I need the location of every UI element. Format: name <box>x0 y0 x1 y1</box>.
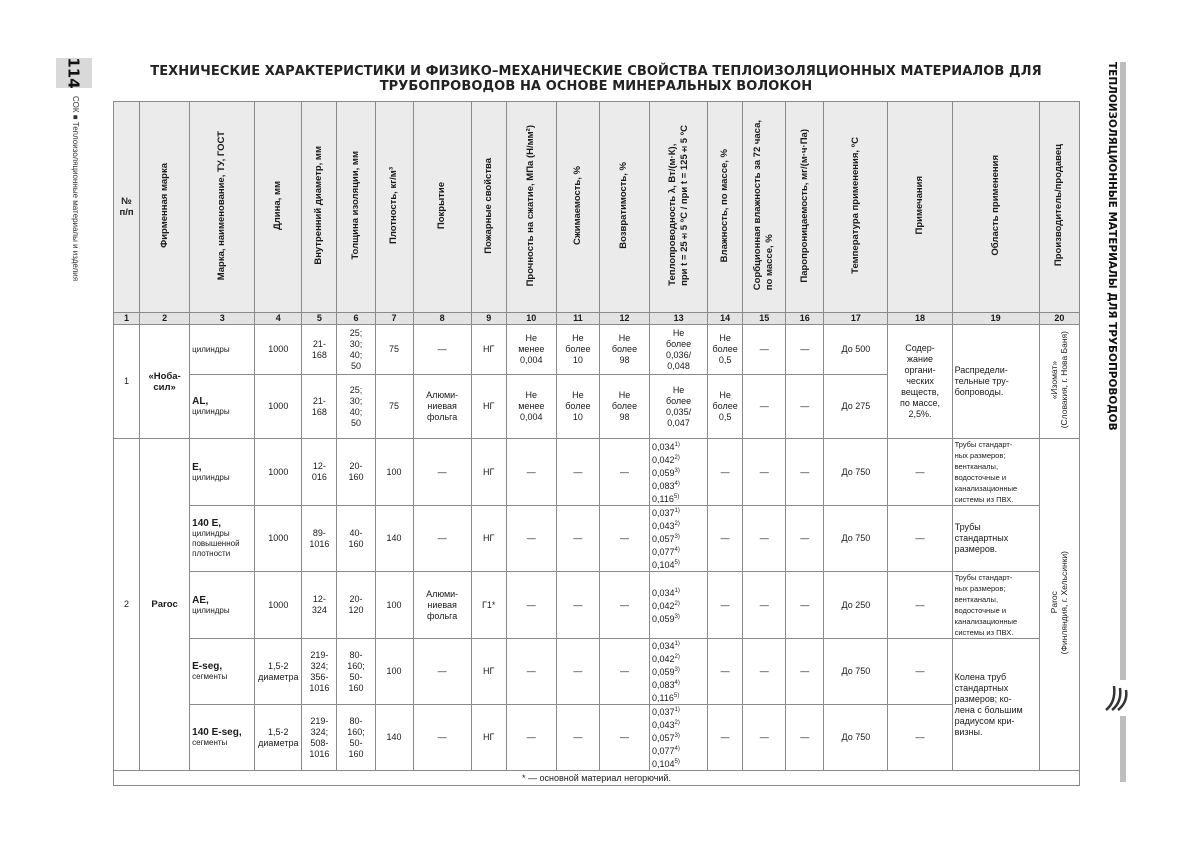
column-number: 13 <box>650 313 708 325</box>
column-number: 15 <box>743 313 786 325</box>
lambda-value-line <box>652 519 705 532</box>
header-cell <box>337 102 375 313</box>
humidity-cell: — <box>708 506 743 572</box>
strength-cell: — <box>506 639 556 705</box>
mark-subtitle: цилиндры <box>192 605 230 615</box>
table-row <box>114 705 1080 771</box>
header-cell <box>743 102 786 313</box>
producer-cell <box>1039 325 1079 439</box>
strength-cell: Не менее 0,004 <box>506 325 556 375</box>
area-cell: Трубы стандарт- ных размеров; вентканалы, водосточные и канализационные системы из ПВХ. <box>952 439 1039 506</box>
lambda-value-line <box>652 705 705 718</box>
lambda-value: 0,059 <box>652 667 675 677</box>
header-cell <box>471 102 506 313</box>
lambda-value: 0,037 <box>652 707 675 717</box>
footnote-row <box>114 771 1080 786</box>
area-cell: Трубы стандарт- ных размеров; вентканалы, водосточные и канализационные системы из ПВХ. <box>952 572 1039 639</box>
note-cell: — <box>888 705 952 771</box>
humidity-cell: — <box>708 572 743 639</box>
mark-subtitle: цилиндры повышенной плотности <box>192 529 240 558</box>
density-cell: 100 <box>375 439 413 506</box>
vapor-cell: — <box>786 375 824 439</box>
fire-cell: НГ <box>471 639 506 705</box>
note-cell: — <box>888 506 952 572</box>
mark-name: AE, <box>192 594 209 606</box>
column-number: 20 <box>1039 313 1079 325</box>
compress-cell: — <box>556 439 599 506</box>
mark-name: AL, <box>192 396 209 407</box>
area-cell: Колена труб стандартных размеров; ко- лена с большим радиусом кри- визны. <box>952 639 1039 771</box>
column-number: 11 <box>556 313 599 325</box>
lambda-cell <box>650 506 708 572</box>
table-row <box>114 639 1080 705</box>
column-number: 16 <box>786 313 824 325</box>
vapor-cell: — <box>786 572 824 639</box>
producer-label: «Изомат» (Словакия, г. Нова Баня) <box>1049 331 1070 429</box>
thickness-cell: 40- 160 <box>337 506 375 572</box>
header-cell <box>1039 102 1079 313</box>
column-number: 7 <box>375 313 413 325</box>
column-number: 12 <box>599 313 649 325</box>
header-label: Внутренний диаметр, мм <box>313 146 325 265</box>
sorption-cell: — <box>743 639 786 705</box>
lambda-value-line <box>652 744 705 757</box>
recover-cell: Не более 98 <box>599 375 649 439</box>
length-cell: 1,5-2 диаметра <box>255 639 302 705</box>
lambda-value: 0,042 <box>652 454 675 465</box>
lambda-footnote: 3) <box>674 534 680 540</box>
mark-cell <box>190 325 255 375</box>
lambda-footnote: 1) <box>674 441 680 448</box>
compress-cell: Не более 10 <box>556 325 599 375</box>
mark-cell <box>190 572 255 639</box>
strength-cell: Не менее 0,004 <box>506 375 556 439</box>
lambda-footnote: 2) <box>674 454 680 461</box>
header-cell <box>824 102 888 313</box>
vapor-cell: — <box>786 705 824 771</box>
header-cell <box>952 102 1039 313</box>
lambda-footnote: 3) <box>674 613 680 620</box>
strength-cell: — <box>506 506 556 572</box>
lambda-footnote: 3) <box>674 667 680 673</box>
thickness-cell: 25; 30; 40; 50 <box>337 325 375 375</box>
area-cell: Трубы стандартных размеров. <box>952 506 1039 572</box>
lambda-footnote: 5) <box>674 560 680 566</box>
length-cell: 1000 <box>255 375 302 439</box>
recover-cell: Не более 98 <box>599 325 649 375</box>
recover-cell: — <box>599 639 649 705</box>
lambda-value-line <box>652 466 705 479</box>
mark-cell <box>190 506 255 572</box>
humidity-cell: — <box>708 639 743 705</box>
diameter-cell: 12- 324 <box>302 572 337 639</box>
mark-cell <box>190 705 255 771</box>
recover-cell: — <box>599 572 649 639</box>
vapor-cell: — <box>786 639 824 705</box>
lambda-value-line <box>652 479 705 492</box>
header-label: Покрытие <box>436 181 448 230</box>
compress-cell: — <box>556 506 599 572</box>
lambda-value: 0,077 <box>652 547 675 557</box>
column-number: 9 <box>471 313 506 325</box>
header-cell <box>413 102 471 313</box>
vapor-cell: — <box>786 439 824 506</box>
column-number: 4 <box>255 313 302 325</box>
lambda-footnote: 3) <box>674 467 680 474</box>
table-row <box>114 506 1080 572</box>
lambda-value: 0,059 <box>652 613 675 624</box>
header-cell <box>302 102 337 313</box>
mark-name: E-seg, <box>192 661 223 672</box>
lambda-footnote: 2) <box>674 521 680 527</box>
compress-cell: — <box>556 572 599 639</box>
strength-cell: — <box>506 705 556 771</box>
lambda-value: 0,059 <box>652 467 675 478</box>
column-number: 10 <box>506 313 556 325</box>
fire-cell: НГ <box>471 439 506 506</box>
density-cell: 100 <box>375 639 413 705</box>
header-label: Фирменная марка <box>158 163 170 248</box>
lambda-value: 0,034 <box>652 587 675 598</box>
column-number: 5 <box>302 313 337 325</box>
vapor-cell: — <box>786 506 824 572</box>
density-cell: 140 <box>375 705 413 771</box>
lambda-value-line <box>652 691 705 704</box>
lambda-value-line <box>652 586 705 599</box>
compress-cell: — <box>556 639 599 705</box>
fire-cell: НГ <box>471 375 506 439</box>
lambda-footnote: 1) <box>674 508 680 514</box>
lambda-footnote: 5) <box>673 693 680 699</box>
temperature-cell: До 750 <box>824 439 888 506</box>
header-row <box>114 102 1080 313</box>
lambda-value-line <box>652 678 705 691</box>
length-cell: 1000 <box>255 572 302 639</box>
column-number: 1 <box>114 313 140 325</box>
mark-subtitle: цилиндры <box>192 407 230 416</box>
header-cell <box>786 102 824 313</box>
temperature-cell: До 750 <box>824 639 888 705</box>
note-cell: Содер- жание органи- ческих веществ, по массе, 2,5%. <box>888 325 952 439</box>
lambda-footnote: 5) <box>674 759 680 765</box>
header-cell <box>140 102 190 313</box>
temperature-cell: До 750 <box>824 705 888 771</box>
recover-cell: — <box>599 705 649 771</box>
strength-cell: — <box>506 572 556 639</box>
density-cell: 75 <box>375 325 413 375</box>
lambda-footnote: 2) <box>674 654 680 660</box>
humidity-cell: Не более 0,5 <box>708 375 743 439</box>
brand-name: Paroc <box>140 439 190 771</box>
header-cell <box>556 102 599 313</box>
vapor-cell: — <box>786 325 824 375</box>
lambda-value: 0,077 <box>652 746 675 756</box>
sorption-cell: — <box>743 572 786 639</box>
publisher-logo-icon <box>1102 680 1132 716</box>
header-label: Паропроницаемость, мг/(м·ч·Па) <box>798 128 810 283</box>
lambda-value: 0,034 <box>652 441 675 452</box>
footnote: * — основной материал негорючий. <box>114 771 1080 786</box>
note-cell: — <box>888 439 952 506</box>
compress-cell: — <box>556 705 599 771</box>
header-cell <box>190 102 255 313</box>
header-label: Область применения <box>989 155 1001 256</box>
density-cell: 75 <box>375 375 413 439</box>
thickness-cell: 20- 120 <box>337 572 375 639</box>
lambda-footnote: 1) <box>674 707 680 713</box>
fire-cell: НГ <box>471 705 506 771</box>
left-running-head: СОК ■ Теплоизоляционные материалы и изделия <box>71 96 80 282</box>
sorption-cell: — <box>743 375 786 439</box>
mark-cell <box>190 439 255 506</box>
cover-cell: Алюми- ниевая фольга <box>413 375 471 439</box>
lambda-cell <box>650 572 708 639</box>
column-number: 8 <box>413 313 471 325</box>
cover-cell: Алюми- ниевая фольга <box>413 572 471 639</box>
lambda-value: 0,116 <box>652 693 674 703</box>
lambda-footnote: 4) <box>674 746 680 752</box>
table-row <box>114 325 1080 375</box>
strength-cell: — <box>506 439 556 506</box>
fire-cell: НГ <box>471 325 506 375</box>
lambda-value-line <box>652 599 705 612</box>
recover-cell: — <box>599 506 649 572</box>
mark-subtitle: цилиндры <box>192 344 230 354</box>
lambda-value-line <box>652 506 705 519</box>
lambda-value: 0,042 <box>652 654 675 664</box>
note-cell: — <box>888 572 952 639</box>
lambda-value: 0,057 <box>652 733 675 743</box>
compress-cell: Не более 10 <box>556 375 599 439</box>
temperature-cell: До 275 <box>824 375 888 439</box>
column-number: 19 <box>952 313 1039 325</box>
diameter-cell: 12- 016 <box>302 439 337 506</box>
lambda-footnote: 4) <box>674 480 680 487</box>
mark-name: E, <box>192 461 202 473</box>
mark-name: 140 E-seg, <box>192 727 242 738</box>
lambda-footnote: 2) <box>674 720 680 726</box>
sorption-cell: — <box>743 506 786 572</box>
length-cell: 1000 <box>255 439 302 506</box>
brand-name: «Ноба- сил» <box>140 325 190 439</box>
lambda-value-line <box>652 440 705 453</box>
column-number: 3 <box>190 313 255 325</box>
header-label: Температура применения, ºС <box>849 137 861 274</box>
diameter-cell: 89- 1016 <box>302 506 337 572</box>
thickness-cell: 20- 160 <box>337 439 375 506</box>
mark-subtitle: сегменты <box>192 672 228 681</box>
cover-cell: — <box>413 439 471 506</box>
density-cell: 140 <box>375 506 413 572</box>
fire-cell: Г1* <box>471 572 506 639</box>
header-label: Теплопроводность λ, Вт/(м·К), при t = 25±5 ºС / при t = 125±5 ºС <box>666 125 690 286</box>
header-cell <box>506 102 556 313</box>
lambda-footnote: 4) <box>674 680 680 686</box>
humidity-cell: — <box>708 705 743 771</box>
producer-cell <box>1039 439 1079 771</box>
lambda-value: 0,057 <box>652 534 675 544</box>
humidity-cell: — <box>708 439 743 506</box>
diameter-cell: 219- 324; 508- 1016 <box>302 705 337 771</box>
lambda-footnote: 1) <box>674 587 680 594</box>
thickness-cell: 80- 160; 50- 160 <box>337 705 375 771</box>
sorption-cell: — <box>743 705 786 771</box>
header-label: Влажность, по массе, % <box>719 148 731 263</box>
thickness-cell: 25; 30; 40; 50 <box>337 375 375 439</box>
header-label: Сжимаемость, % <box>571 166 583 245</box>
header-label: Возвратимость, % <box>618 162 630 249</box>
lambda-value-line <box>652 545 705 558</box>
row-number: 1 <box>114 325 140 439</box>
lambda-value: 0,104 <box>652 759 675 769</box>
lambda-value: 0,043 <box>652 720 675 730</box>
humidity-cell: Не более 0,5 <box>708 325 743 375</box>
header-cell <box>650 102 708 313</box>
header-cell <box>888 102 952 313</box>
diameter-cell: 21- 168 <box>302 375 337 439</box>
header-label: Прочность на сжатие, МПа (Н/мм²) <box>525 124 537 287</box>
header-label: Плотность, кг/м³ <box>388 167 400 244</box>
lambda-value-line <box>652 665 705 678</box>
lambda-value: 0,037 <box>652 508 675 518</box>
header-cell <box>599 102 649 313</box>
length-cell: 1000 <box>255 325 302 375</box>
header-cell <box>255 102 302 313</box>
density-cell: 100 <box>375 572 413 639</box>
cover-cell: — <box>413 506 471 572</box>
lambda-value-line <box>652 652 705 665</box>
header-label: Пожарные свойства <box>482 157 494 254</box>
length-cell: 1000 <box>255 506 302 572</box>
lambda-value-line <box>652 757 705 770</box>
header-label: Сорбционная влажность за 72 часа, по массе, % <box>752 120 776 291</box>
lambda-cell: Не более 0,036/ 0,048 <box>650 325 708 375</box>
table-row <box>114 572 1080 639</box>
lambda-cell: Не более 0,035/ 0,047 <box>650 375 708 439</box>
properties-table <box>113 101 1080 786</box>
mark-name: 140 E, <box>192 518 222 529</box>
header-cell <box>708 102 743 313</box>
page-number: 114 <box>56 58 92 88</box>
column-number-row <box>114 313 1080 325</box>
lambda-value: 0,116 <box>652 493 674 504</box>
note-cell: — <box>888 639 952 705</box>
lambda-footnote: 1) <box>674 641 680 647</box>
length-cell: 1,5-2 диаметра <box>255 705 302 771</box>
diameter-cell: 219- 324; 356- 1016 <box>302 639 337 705</box>
column-number: 18 <box>888 313 952 325</box>
header-label: Длина, мм <box>272 181 284 230</box>
area-cell: Распредели- тельные тру- бопроводы. <box>952 325 1039 439</box>
header-cell <box>114 102 140 313</box>
header-label: № п/п <box>119 196 134 218</box>
fire-cell: НГ <box>471 506 506 572</box>
header-cell <box>375 102 413 313</box>
sorption-cell: — <box>743 439 786 506</box>
lambda-value-line <box>652 453 705 466</box>
mark-subtitle: сегменты <box>192 738 228 747</box>
mark-cell <box>190 639 255 705</box>
table-row <box>114 439 1080 506</box>
lambda-value-line <box>652 639 705 652</box>
column-number: 6 <box>337 313 375 325</box>
column-number: 14 <box>708 313 743 325</box>
header-label: Производитель/продавец <box>1053 144 1065 267</box>
row-number: 2 <box>114 439 140 771</box>
cover-cell: — <box>413 705 471 771</box>
lambda-footnote: 2) <box>674 600 680 607</box>
cover-cell: — <box>413 325 471 375</box>
header-label: Примечания <box>914 176 926 235</box>
column-number: 17 <box>824 313 888 325</box>
lambda-value-line <box>652 492 705 505</box>
lambda-value-line <box>652 532 705 545</box>
lambda-value: 0,034 <box>652 641 675 651</box>
lambda-value: 0,042 <box>652 600 675 611</box>
temperature-cell: До 750 <box>824 506 888 572</box>
column-number: 2 <box>140 313 190 325</box>
sorption-cell: — <box>743 325 786 375</box>
thickness-cell: 80- 160; 50- 160 <box>337 639 375 705</box>
lambda-value: 0,104 <box>652 560 675 570</box>
lambda-footnote: 4) <box>674 547 680 553</box>
lambda-value-line <box>652 718 705 731</box>
page-title: ТЕХНИЧЕСКИЕ ХАРАКТЕРИСТИКИ И ФИЗИКО–МЕХАНИЧЕСКИЕ СВОЙСТВА ТЕПЛОИЗОЛЯЦИОННЫХ МАТЕРИАЛОВ ДЛЯ ТРУБОПРОВОДОВ НА ОСНОВЕ МИНЕРАЛЬНЫХ ВОЛОКОН <box>150 64 1042 94</box>
lambda-cell <box>650 639 708 705</box>
lambda-value: 0,043 <box>652 521 675 531</box>
lambda-value: 0,083 <box>652 480 675 491</box>
temperature-cell: До 500 <box>824 325 888 375</box>
mark-cell <box>190 375 255 439</box>
lambda-value-line <box>652 731 705 744</box>
producer-label: Paroc (Финляндия, г. Хельсинки) <box>1049 551 1070 655</box>
lambda-footnote: 3) <box>674 733 680 739</box>
lambda-cell <box>650 439 708 506</box>
temperature-cell: До 250 <box>824 572 888 639</box>
header-label: Толщина изоляции, мм <box>349 151 361 260</box>
lambda-value: 0,083 <box>652 680 675 690</box>
recover-cell: — <box>599 439 649 506</box>
lambda-value-line <box>652 558 705 571</box>
diameter-cell: 21- 168 <box>302 325 337 375</box>
lambda-cell <box>650 705 708 771</box>
right-side-bar <box>1120 62 1126 782</box>
lambda-value-line <box>652 612 705 625</box>
lambda-footnote: 5) <box>673 493 680 500</box>
cover-cell: — <box>413 639 471 705</box>
header-label: Марка, наименование, ТУ, ГОСТ <box>216 130 228 281</box>
right-running-head: ТЕПЛОИЗОЛЯЦИОННЫЕ МАТЕРИАЛЫ ДЛЯ ТРУБОПРОВОДОВ <box>1106 62 1118 431</box>
mark-subtitle: цилиндры <box>192 472 230 482</box>
